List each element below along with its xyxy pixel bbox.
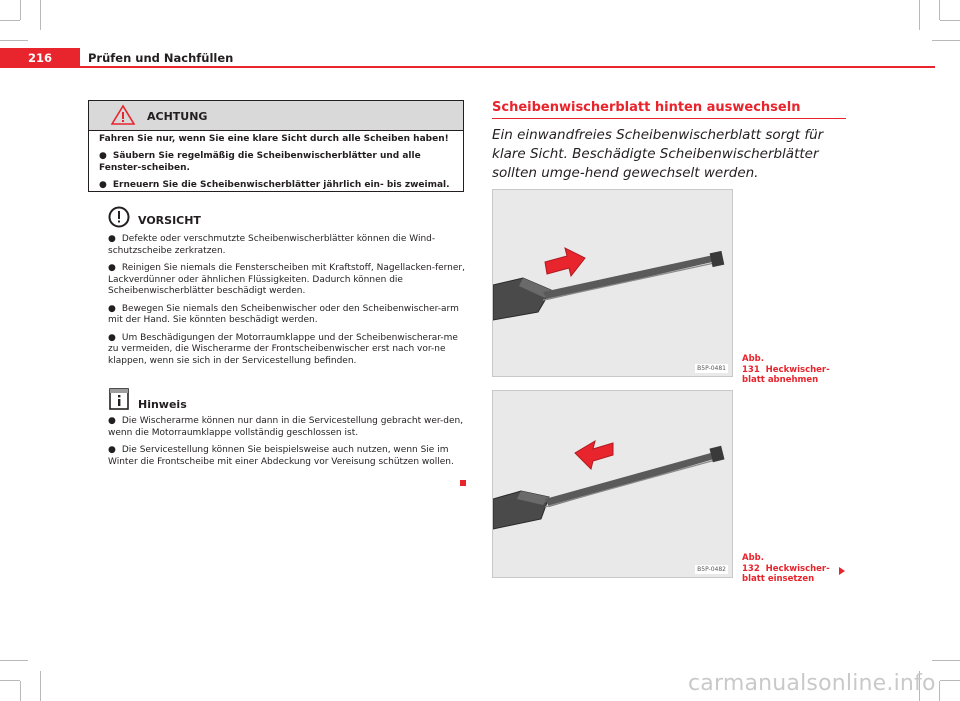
section-rule: [492, 118, 846, 119]
note-title: Hinweis: [138, 398, 187, 411]
section-end-mark: [460, 480, 466, 486]
crop-mark: [940, 20, 960, 21]
crop-mark: [0, 660, 28, 661]
list-item: ● Die Servicestellung können Sie beispielsweise auch nutzen, wenn Sie im Winter die Frontscheibe mit einer Abdeckung vor Vereisung schützen wollen.: [108, 445, 454, 467]
crop-mark: [40, 0, 41, 30]
crop-mark: [20, 0, 21, 20]
figure-code: B5P-0482: [697, 566, 726, 573]
crop-mark: [40, 671, 41, 701]
crop-mark: [20, 681, 21, 701]
crop-mark: [932, 660, 960, 661]
caution-list: [108, 234, 468, 373]
next-page-arrow-icon: [838, 567, 846, 575]
crop-mark: [919, 0, 920, 30]
figure-code: B5P-0481: [697, 365, 726, 372]
list-item: ● Defekte oder verschmutzte Scheibenwischerblätter können die Wind-schutzscheibe zerkratzen.: [108, 234, 436, 256]
warning-bullet: ● Säubern Sie regelmäßig die Scheibenwischerblätter und alle Fenster-scheiben.: [99, 150, 421, 173]
section-title: Scheibenwischerblatt hinten auswechseln: [492, 100, 801, 115]
wiper-insert-illustration: [493, 391, 733, 578]
list-item: ● Die Wischerarme können nur dann in die Servicestellung gebracht wer-den, wenn die Motorraumklappe vollständig geschlossen ist.: [108, 416, 464, 438]
page-number: 216: [28, 51, 53, 65]
watermark: carmanualsonline.info: [688, 671, 936, 696]
crop-mark: [0, 20, 20, 21]
warning-triangle-icon: [111, 104, 135, 126]
list-item: ● Um Beschädigungen der Motorraumklappe und der Scheibenwischerar-me zu vermeiden, die Wischerarme der Frontscheibenwischer erst nach vor-ne klappen, wenn sie sich in der Servicestellung befinden.: [108, 332, 458, 366]
note-list: [108, 416, 468, 474]
crop-mark: [939, 681, 940, 701]
figure-caption: Abb. 132 Heckwischer-blatt einsetzen: [742, 553, 830, 584]
list-item: ● Bewegen Sie niemals den Scheibenwischer oder den Scheibenwischer-arm mit der Hand. Sie könnten beschädigt werden.: [108, 303, 459, 325]
crop-mark: [0, 40, 28, 41]
crop-mark: [940, 680, 960, 681]
intro-text: Ein einwandfreies Scheibenwischerblatt sorgt für klare Sicht. Beschädigte Scheibenwischerblätter sollten umge-hend gewechselt werden.: [492, 127, 824, 181]
figure-wiper-remove: [492, 189, 733, 377]
crop-mark: [932, 40, 960, 41]
wiper-remove-illustration: [493, 190, 733, 377]
warning-bullet: ● Erneuern Sie die Scheibenwischerblätter jährlich ein- bis zweimal.: [99, 179, 450, 190]
chapter-title: Prüfen und Nachfüllen: [88, 51, 234, 65]
caution-circle-icon: [108, 206, 130, 228]
figure-wiper-insert: [492, 390, 733, 578]
warning-box: [88, 100, 464, 192]
warning-box-header: [89, 101, 463, 131]
list-item: ● Reinigen Sie niemals die Fensterscheiben mit Kraftstoff, Nagellacken-ferner, Lackverdünner oder ähnlichen Flüssigkeiten. Dadurch können die Scheibenwischerblätter beschädigt werden.: [108, 263, 465, 296]
warning-title: ACHTUNG: [147, 110, 208, 123]
header-rule: [80, 66, 935, 68]
note-icon: [108, 388, 130, 410]
crop-mark: [0, 680, 20, 681]
warning-body: [99, 133, 455, 195]
crop-mark: [939, 0, 940, 20]
warning-line: Fahren Sie nur, wenn Sie eine klare Sicht durch alle Scheiben haben!: [99, 134, 449, 144]
caution-title: VORSICHT: [138, 214, 201, 227]
figure-caption: Abb. 131 Heckwischer-blatt abnehmen: [742, 354, 830, 385]
